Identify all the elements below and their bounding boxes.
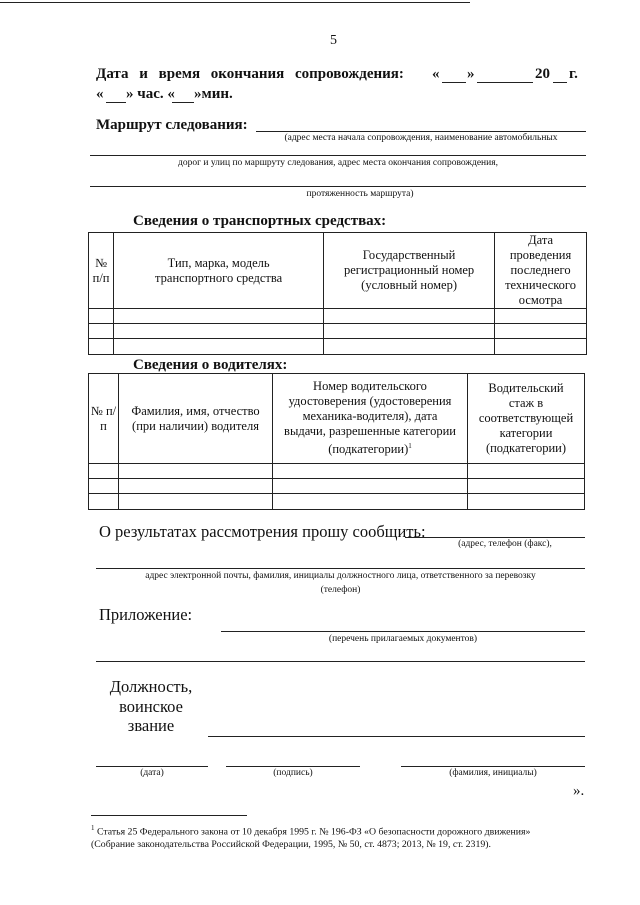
escort-end-date-open: « — [432, 66, 440, 82]
vehicles-header-row — [89, 233, 587, 309]
vehicles-cell[interactable] — [89, 309, 114, 324]
drivers-cell[interactable] — [468, 479, 585, 494]
route-label: Маршрут следования: — [96, 117, 248, 133]
escort-end-date-mid: » — [467, 66, 475, 82]
drivers-cell[interactable] — [119, 494, 273, 510]
vehicles-table — [88, 232, 587, 355]
position-label-line2: воинское — [119, 697, 183, 716]
vehicles-cell[interactable] — [495, 339, 587, 355]
vehicles-col-inspection-date: Дата проведения последнего технического осмотра — [495, 233, 587, 309]
position-label-line3: звание — [127, 716, 175, 735]
results-hint-2: адрес электронной почты, фамилия, инициалы должностного лица, ответственного за перевозку — [145, 571, 536, 581]
escort-end-minutes-field[interactable] — [172, 102, 194, 103]
drivers-cell[interactable] — [119, 479, 273, 494]
vehicles-cell[interactable] — [495, 309, 587, 324]
page-number: 5 — [330, 33, 337, 48]
vehicles-cell[interactable] — [495, 324, 587, 339]
table-row — [89, 309, 587, 324]
vehicles-cell[interactable] — [89, 339, 114, 355]
route-field-1[interactable] — [256, 131, 586, 132]
drivers-col-experience: Водительский стаж в соответствующей категории (подкатегории) — [468, 374, 585, 464]
vehicles-col-reg-number: Государственный регистрационный номер (условный номер) — [324, 233, 495, 309]
vehicles-col-number: № п/п — [89, 233, 114, 309]
escort-end-hours-label: » час. « — [126, 86, 175, 102]
drivers-heading: Сведения о водителях: — [133, 357, 288, 373]
escort-end-year-suffix: г. — [569, 66, 578, 82]
drivers-cell[interactable] — [273, 494, 468, 510]
results-label: О результатах рассмотрения прошу сообщить: — [99, 522, 426, 541]
results-hint-1: (адрес, телефон (факс), — [458, 539, 552, 549]
drivers-header-row — [89, 374, 585, 464]
vehicles-cell[interactable] — [324, 339, 495, 355]
vehicles-cell[interactable] — [324, 324, 495, 339]
drivers-cell[interactable] — [273, 464, 468, 479]
escort-end-label: Дата и время окончания сопровождения: — [96, 66, 404, 82]
vehicles-cell[interactable] — [114, 324, 324, 339]
full-name-hint: (фамилия, инициалы) — [449, 768, 537, 778]
vehicles-heading: Сведения о транспортных средствах: — [133, 213, 387, 229]
route-hint-3: протяженность маршрута) — [306, 189, 414, 199]
drivers-cell[interactable] — [273, 479, 468, 494]
drivers-table — [88, 373, 585, 510]
drivers-cell[interactable] — [468, 494, 585, 510]
drivers-cell[interactable] — [89, 479, 119, 494]
results-field-2[interactable] — [96, 568, 585, 569]
footnote — [91, 822, 591, 851]
escort-end-month-field[interactable] — [477, 82, 533, 83]
vehicles-cell[interactable] — [114, 309, 324, 324]
drivers-cell[interactable] — [89, 464, 119, 479]
route-field-2[interactable] — [90, 155, 586, 156]
vehicles-cell[interactable] — [89, 324, 114, 339]
attachment-field-1[interactable] — [221, 631, 585, 632]
position-label-line1: Должность, — [109, 677, 193, 696]
route-hint-1: (адрес места начала сопровождения, наименование автомобильных — [284, 133, 558, 143]
escort-end-hours-field[interactable] — [106, 102, 126, 103]
top-border-line — [0, 2, 470, 3]
signature-field[interactable] — [226, 766, 360, 767]
attachment-label: Приложение: — [99, 605, 193, 624]
full-name-field[interactable] — [401, 766, 585, 767]
signature-hint: (подпись) — [273, 768, 313, 778]
closing-quote: ». — [573, 783, 585, 799]
table-row — [89, 464, 585, 479]
attachment-hint: (перечень прилагаемых документов) — [328, 634, 478, 644]
drivers-cell[interactable] — [89, 494, 119, 510]
attachment-field-2[interactable] — [96, 661, 585, 662]
position-field[interactable] — [208, 736, 585, 737]
footnote-text-2: (Собрание законодательства Российской Федерации, 1995, № 50, ст. 4873; 2013, № 19, ст. 2319). — [91, 839, 491, 851]
route-field-3[interactable] — [90, 186, 586, 187]
drivers-cell[interactable] — [468, 464, 585, 479]
footnote-text-1: Статья 25 Федерального закона от 10 декабря 1995 г. № 196-ФЗ «О безопасности дорожного движения» — [96, 826, 531, 838]
drivers-col-number: № п/п — [89, 374, 119, 464]
escort-end-year-field[interactable] — [553, 82, 567, 83]
drivers-col-license-text: Номер водительского удостоверения (удостоверения механика-водителя), дата выдачи, разрешенные категории (подкатегории) — [284, 379, 456, 457]
date-field[interactable] — [96, 766, 208, 767]
results-field-1[interactable] — [405, 537, 585, 538]
vehicles-cell[interactable] — [324, 309, 495, 324]
table-row — [89, 324, 587, 339]
drivers-col-license — [273, 374, 468, 464]
drivers-cell[interactable] — [119, 464, 273, 479]
footnote-separator — [91, 815, 247, 816]
table-row — [89, 479, 585, 494]
results-hint-3: (телефон) — [320, 585, 361, 595]
route-hint-2: дорог и улиц по маршруту следования, адрес места окончания сопровождения, — [178, 158, 498, 168]
footnote-mark: 1 — [91, 824, 95, 832]
table-row — [89, 339, 587, 355]
vehicles-cell[interactable] — [114, 339, 324, 355]
escort-end-day-field[interactable] — [442, 82, 466, 83]
drivers-footnote-mark: 1 — [408, 442, 412, 451]
escort-end-time-open: « — [96, 86, 104, 102]
vehicles-col-type: Тип, марка, модель транспортного средства — [114, 233, 324, 309]
escort-end-minutes-label: »мин. — [194, 86, 233, 102]
date-hint: (дата) — [140, 768, 164, 778]
table-row — [89, 494, 585, 510]
drivers-col-name: Фамилия, имя, отчество (при наличии) водителя — [119, 374, 273, 464]
escort-end-year-prefix: 20 — [535, 66, 550, 82]
